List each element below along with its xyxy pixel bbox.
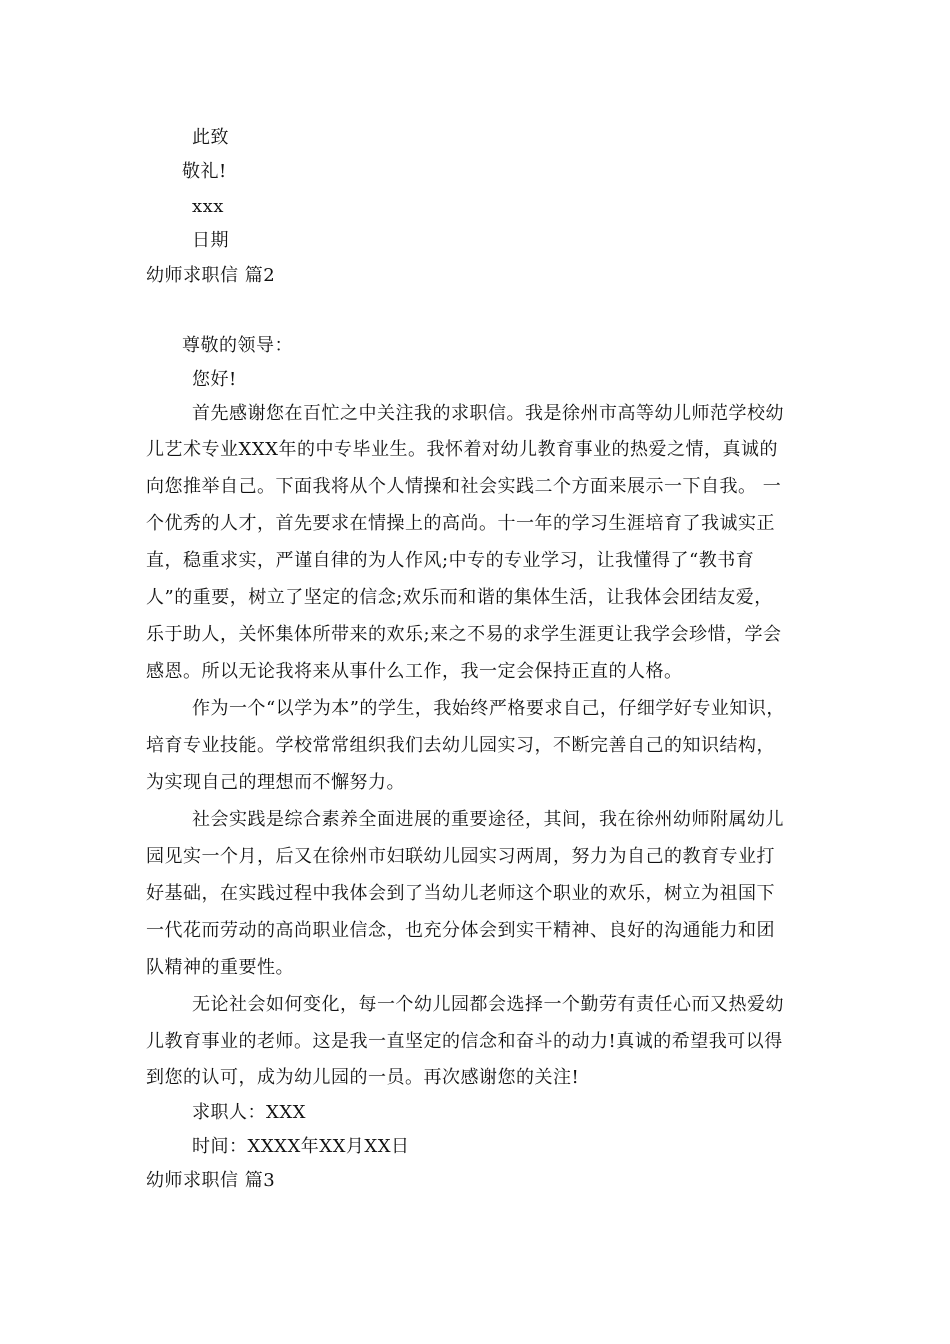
greeting: 您好! [192,369,237,390]
p3-line: 好基础，在实践过程中我体会到了当幼儿老师这个职业的欢乐，树立为祖国下 [146,883,775,904]
p2-line: 为实现自己的理想而不懈努力。 [146,772,405,793]
letter-time: 时间：XXXX年XX月XX日 [192,1136,410,1157]
p1-line: 向您推举自己。下面我将从个人情操和社会实践二个方面来展示一下自我。 一 [146,476,782,497]
p4-line: 到您的认可，成为幼儿园的一员。再次感谢您的关注! [146,1067,580,1088]
p2-line: 作为一个“以学为本”的学生，我始终严格要求自己，仔细学好专业知识， [192,698,785,719]
closing-ci-zhi: 此致 [192,127,229,148]
section-title-3: 幼师求职信 篇3 [146,1170,276,1191]
p2-line: 培育专业技能。学校常常组织我们去幼儿园实习，不断完善自己的知识结构， [146,735,775,756]
section-title-2: 幼师求职信 篇2 [146,265,276,286]
p1-line: 乐于助人，关怀集体所带来的欢乐;来之不易的求学生涯更让我学会珍惜，学会 [146,624,782,645]
p3-line: 园见实一个月，后又在徐州市妇联幼儿园实习两周，努力为自己的教育专业打 [146,846,775,867]
closing-jing-li: 敬礼! [182,161,227,182]
closing-signature: xxx [192,196,224,217]
salutation: 尊敬的领导： [182,335,293,356]
p4-line: 儿教育事业的老师。这是我一直坚定的信念和奋斗的动力!真诚的希望我可以得 [146,1031,783,1052]
p1-line: 个优秀的人才，首先要求在情操上的高尚。十一年的学习生涯培育了我诚实正 [146,513,775,534]
p1-line: 首先感谢您在百忙之中关注我的求职信。我是徐州市高等幼儿师范学校幼 [192,403,784,424]
p3-line: 队精神的重要性。 [146,957,294,978]
p3-line: 一代花而劳动的高尚职业信念，也充分体会到实干精神、良好的沟通能力和团 [146,920,775,941]
p3-line: 社会实践是综合素养全面进展的重要途径，其间，我在徐州幼师附属幼儿 [192,809,784,830]
p1-line: 人”的重要，树立了坚定的信念;欢乐而和谐的集体生活，让我体会团结友爱， [146,587,773,608]
p1-line: 直，稳重求实，严谨自律的为人作风;中专的专业学习，让我懂得了“教书育 [146,550,755,571]
p1-line: 感恩。所以无论我将来从事什么工作，我一定会保持正直的人格。 [146,661,683,682]
applicant: 求职人：XXX [192,1102,306,1123]
p1-line: 儿艺术专业XXX年的中专毕业生。我怀着对幼儿教育事业的热爱之情，真诚的 [146,439,778,460]
closing-date: 日期 [192,230,229,251]
p4-line: 无论社会如何变化，每一个幼儿园都会选择一个勤劳有责任心而又热爱幼 [192,994,784,1015]
